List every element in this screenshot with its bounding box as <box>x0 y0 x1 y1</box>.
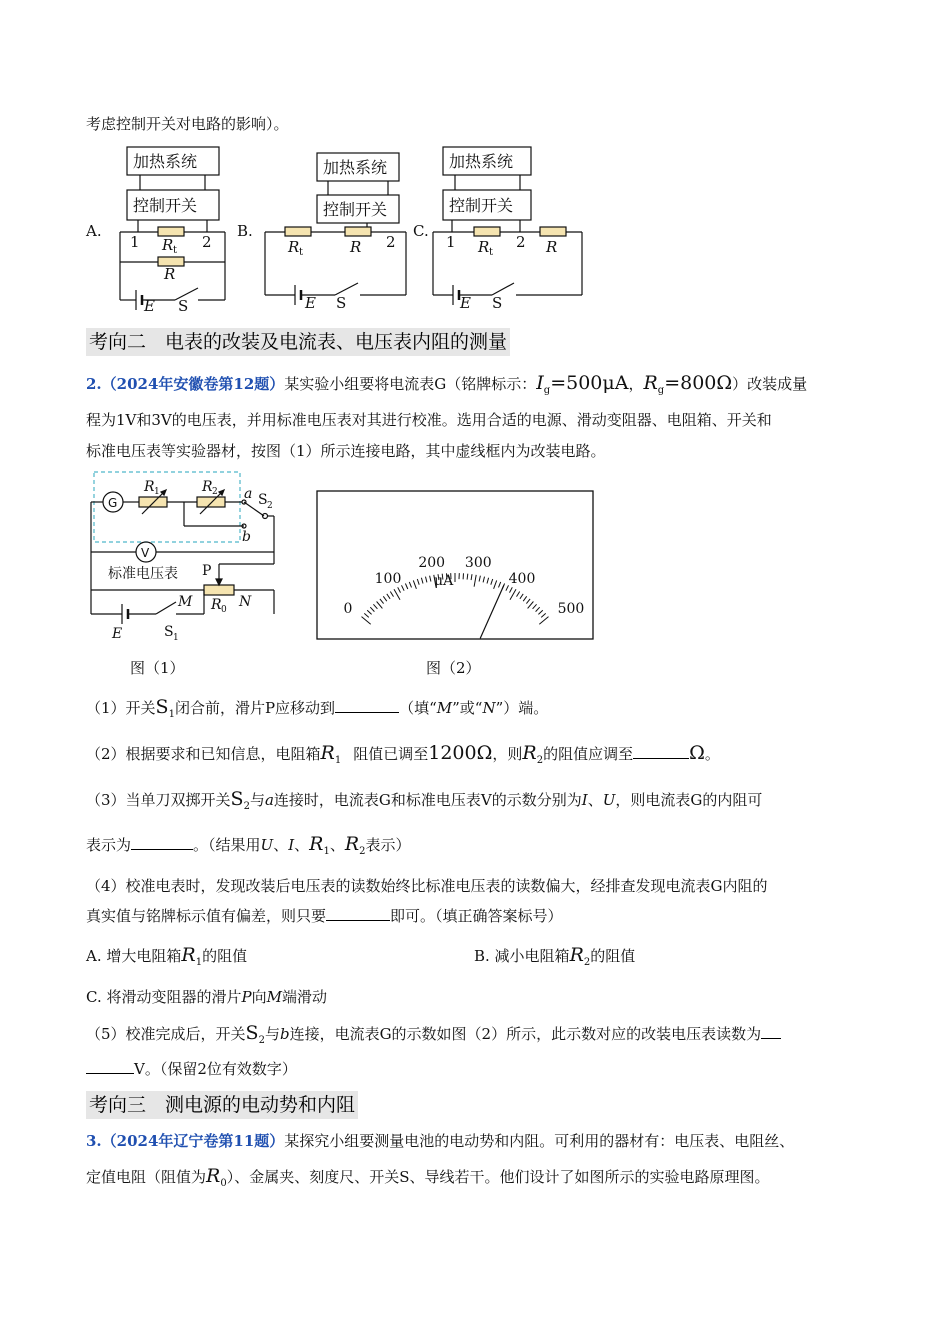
meter-tick <box>467 574 468 580</box>
meter-unit-label: μA <box>434 573 454 589</box>
svg-text:R: R <box>162 236 174 254</box>
svg-text:2: 2 <box>386 233 396 251</box>
svg-text:标准电压表: 标准电压表 <box>108 566 178 582</box>
meter-tick-label: 100 <box>374 571 402 587</box>
q2-part-1: （1）开关$S_1$闭合前，滑片P应移动到 （填“M”或“N”）端。 <box>86 696 549 720</box>
q3-number: 3.（2024年辽宁卷第11题） <box>86 1132 285 1150</box>
option-a-label: A. <box>86 222 102 240</box>
q2-option-a[interactable]: A. 增大电阻箱$R_1$的阻值 <box>86 944 248 968</box>
circuit-a <box>120 147 225 310</box>
meter-tick-label: 200 <box>418 555 446 571</box>
svg-text:1: 1 <box>130 233 140 251</box>
calibration-circuit-figure <box>84 466 284 650</box>
figure-2-caption: 图（2） <box>426 659 481 677</box>
q2-line-2: 程为1V和3V的电压表，并用标准电压表对其进行校准。选用合适的电源、滑动变阻器、电阻箱、开关和 <box>86 411 772 429</box>
svg-text:E: E <box>112 626 123 642</box>
svg-text:R: R <box>288 238 300 256</box>
q2-part-5-line-1: （5）校准完成后，开关$S_2$与b连接，电流表G的示数如图（2）所示，此示数对应的改装电压表读数为 <box>86 1022 781 1052</box>
q3-line-1: 3.（2024年辽宁卷第11题）某探究小组要测量电池的电动势和内阻。可利用的器材有：电压表、电阻丝、 <box>86 1132 795 1150</box>
svg-text:P: P <box>202 563 212 579</box>
svg-text:S: S <box>492 294 503 312</box>
q2-part-2: （2）根据要求和已知信息，电阻箱$R_1$ 阻值已调至1200Ω，则$R_2$的阻值应调至 Ω。 <box>86 742 720 766</box>
svg-text:S: S <box>164 624 174 640</box>
option-c-label: C. <box>413 222 429 240</box>
meter-tick-label: 0 <box>343 600 353 617</box>
meter-tick-label: 400 <box>508 571 536 587</box>
svg-text:0: 0 <box>221 605 227 615</box>
control-switch-label-c: 控制开关 <box>449 196 514 215</box>
heating-system-label-b: 加热系统 <box>323 158 388 177</box>
answer-blank-4[interactable] <box>326 906 390 921</box>
svg-text:M: M <box>178 594 193 610</box>
svg-text:t: t <box>299 247 304 258</box>
svg-text:E: E <box>460 294 471 312</box>
q2-line-1: 2.（2024年安徽卷第12题）某实验小组要将电流表G（铭牌标示：$I_g=500\mu A$，$R_g=800\Omega$）改装成量 <box>86 372 808 396</box>
svg-text:S: S <box>336 294 347 312</box>
svg-text:N: N <box>239 594 252 610</box>
control-switch-label-a: 控制开关 <box>133 196 198 215</box>
svg-text:2: 2 <box>212 487 218 497</box>
meter-tick-label: 500 <box>557 600 585 617</box>
q2-part-5-line-2: V。（保留2位有效数字） <box>86 1058 297 1080</box>
q3-line-2: 定值电阻（阻值为$R_0$）、金属夹、刻度尺、开关S、导线若干。他们设计了如图所示的实验电路原理图。 <box>86 1165 770 1189</box>
svg-text:R: R <box>202 479 213 495</box>
heating-system-label-c: 加热系统 <box>449 152 514 171</box>
meter-tick-label: 300 <box>464 555 492 571</box>
svg-text:S: S <box>258 492 268 508</box>
heating-system-label-a: 加热系统 <box>133 152 198 171</box>
control-switch-label-b: 控制开关 <box>323 200 388 219</box>
svg-text:t: t <box>489 247 494 258</box>
q2-line-3: 标准电压表等实验器材，按图（1）所示连接电路，其中虚线框内为改装电路。 <box>86 442 606 460</box>
meter-frame <box>317 491 593 639</box>
svg-text:G: G <box>108 496 118 510</box>
svg-text:1: 1 <box>154 487 160 497</box>
q2-option-c[interactable]: C. 将滑动变阻器的滑片P向M端滑动 <box>86 988 327 1006</box>
svg-text:2: 2 <box>516 233 526 251</box>
option-b-label: B. <box>237 222 253 240</box>
svg-text:2: 2 <box>202 233 212 251</box>
heating-circuits-figure <box>80 140 600 320</box>
svg-text:a: a <box>244 486 253 502</box>
answer-blank-5a[interactable] <box>761 1024 781 1039</box>
svg-text:R: R <box>350 238 362 256</box>
microammeter-dial-figure <box>316 490 594 650</box>
q2-part-4-line-1: （4）校准电表时，发现改装后电压表的读数始终比标准电压表的读数偏大，经排查发现电流表G内阻的 <box>86 877 768 895</box>
q2-number: 2.（2024年安徽卷第12题） <box>86 375 285 393</box>
q2-part-3-line-2: 表示为 。（结果用U、I、$R_1$、$R_2$表示） <box>86 833 411 857</box>
svg-text:S: S <box>178 297 189 315</box>
svg-text:V: V <box>141 546 150 560</box>
svg-text:R: R <box>164 265 176 283</box>
svg-text:t: t <box>173 245 178 256</box>
section-heading-3: 考向三 测电源的电动势和内阻 <box>86 1091 358 1119</box>
svg-text:R: R <box>144 479 155 495</box>
answer-blank-1[interactable] <box>335 698 399 713</box>
intro-tail-text: 考虑控制开关对电路的影响）。 <box>86 115 289 133</box>
q2-part-4-line-2: 真实值与铭牌标示值有偏差，则只要 即可。（填正确答案标号） <box>86 907 563 925</box>
answer-blank-2[interactable] <box>633 744 689 759</box>
figure-1-caption: 图（1） <box>130 659 185 677</box>
svg-text:R: R <box>546 238 558 256</box>
svg-text:1: 1 <box>446 233 456 251</box>
answer-blank-5b[interactable] <box>86 1059 134 1074</box>
svg-text:b: b <box>242 529 251 545</box>
svg-text:E: E <box>305 294 316 312</box>
answer-blank-3[interactable] <box>131 835 193 850</box>
svg-text:R: R <box>211 597 222 613</box>
svg-text:1: 1 <box>173 633 179 643</box>
q2-option-b[interactable]: B. 减小电阻箱$R_2$的阻值 <box>474 944 636 968</box>
section-heading-2: 考向二 电表的改装及电流表、电压表内阻的测量 <box>86 328 510 356</box>
svg-text:E: E <box>144 297 155 315</box>
svg-text:R: R <box>478 238 490 256</box>
svg-text:2: 2 <box>267 501 273 511</box>
q2-part-3-line-1: （3）当单刀双掷开关$S_2$与a连接时，电流表G和标准电压表V的示数分别为I、U，则电流表G的内阻可 <box>86 788 763 812</box>
